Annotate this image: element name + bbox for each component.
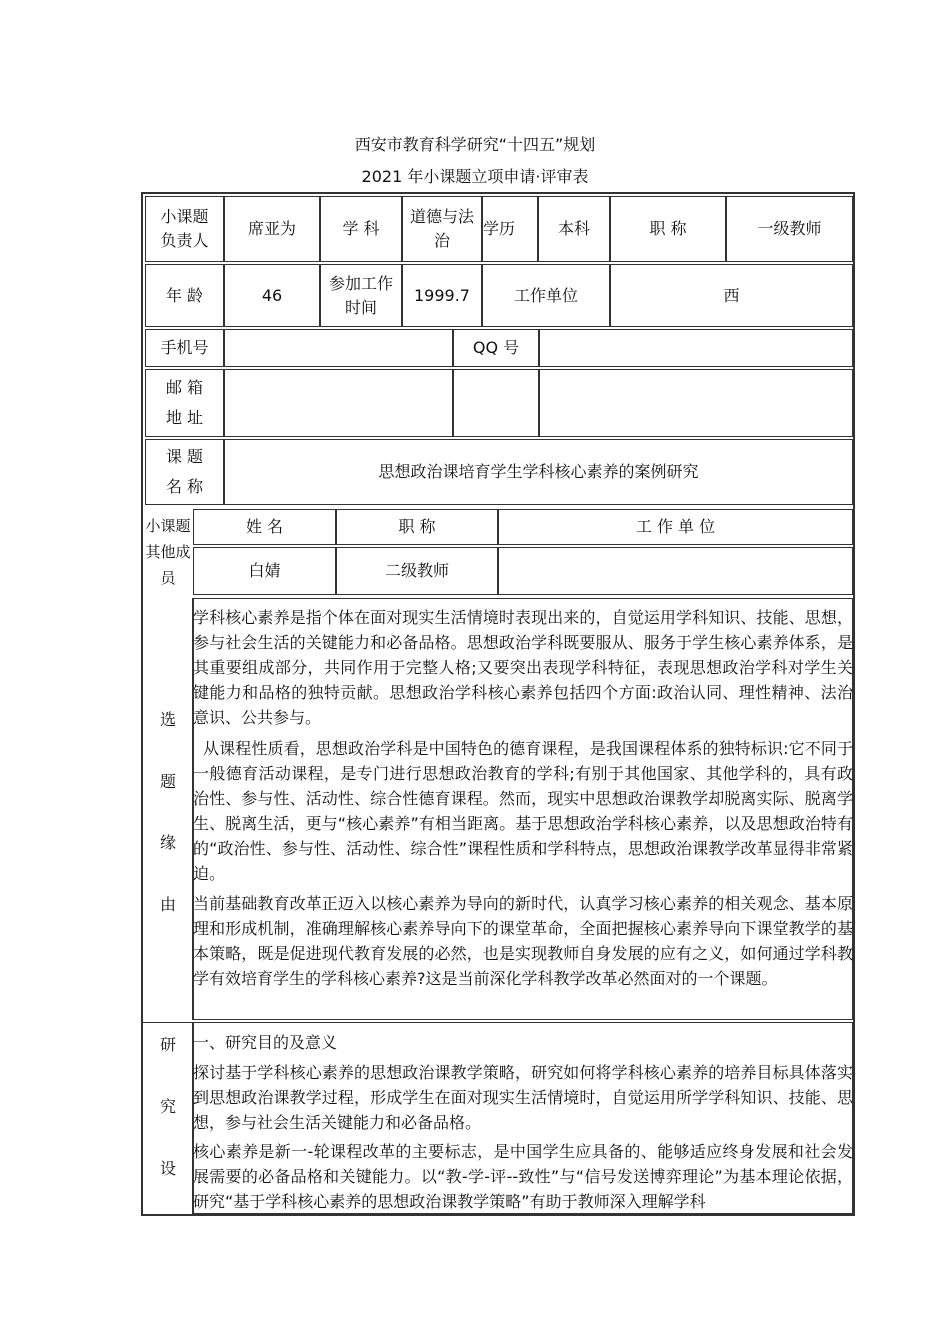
age-value: 46 <box>224 264 320 327</box>
reason-label-char: 由 <box>159 895 176 914</box>
education-label: 学历 <box>482 196 538 262</box>
qq-label: QQ 号 <box>453 329 539 367</box>
mail-extra-cell <box>539 369 853 437</box>
reason-label-char: 选 <box>159 710 176 729</box>
form-title-line2: 2021 年小课题立项申请·评审表 <box>361 167 589 186</box>
title-label: 职 称 <box>610 196 726 262</box>
reason-label-char: 题 <box>159 772 176 791</box>
mail-label: 邮 箱 地 址 <box>145 369 224 437</box>
reason-paragraph: 从课程性质看，思想政治学科是中国特色的德育课程，是我国课程体系的独特标识:它不同于一般德育活动课程，是专门进行思想政治教育的学科;有别于其他国家、其他学科的，具有政治性、参与性、活动性、综合性德育课程。然而，现实中思想政治课教学却脱离实际、脱离学生、脱离生活，更与“核心素养”有相当距离。基于思想政治学科核心素养，以及思想政治特有的“政治性、参与性、活动性、综合性”课程性质和学科特点，思想政治课教学改革显得非常紧迫。 <box>193 739 853 883</box>
leader-label: 小课题 负责人 <box>145 196 224 262</box>
employer-label: 工作单位 <box>482 264 610 327</box>
topic-value: 思想政治课培育学生学科核心素养的案例研究 <box>224 439 853 505</box>
design-paragraph: 核心素养是新一-轮课程改革的主要标志，是中国学生应具备的、能够适应终身发展和社会发展需要的必备品格和关键能力。以“教-学-评--致性”与“信号发送博弈理论”为基本理论依据，研究“基于学科核心素养的思想政治课教学策略”有助于教师深入理解学科 <box>193 1142 853 1211</box>
phone-value <box>224 329 453 367</box>
age-label: 年 龄 <box>145 264 224 327</box>
reason-paragraph: 当前基础教育改革正迈入以核心素养为导向的新时代，认真学习核心素养的相关观念、基本原理和形成机制，准确理解核心素养导向下的课堂革命，全面把握核心素养导向下课堂教学的基本策略，既是促进现代教育发展的必然，也是实现教师自身发展的应有之义，如何通过学科教学有效培育学生的学科核心素养?这是当前深化学科教学改革必然面对的一个课题。 <box>193 894 853 988</box>
qq-value <box>539 329 853 367</box>
title-value: 一级教师 <box>726 196 853 262</box>
subject-value: 道德与法 治 <box>402 196 482 262</box>
mail-spacer-cell <box>453 369 539 437</box>
member-name: 白婧 <box>193 547 336 595</box>
work-start-value: 1999.7 <box>402 264 482 327</box>
member-unit <box>498 547 853 595</box>
form-title-line1: 西安市教育科学研究“十四五”规划 <box>354 135 596 154</box>
reason-label-char: 缘 <box>159 833 176 852</box>
work-start-label: 参加工作 时间 <box>320 264 402 327</box>
members-label: 小课题 其他成 员 <box>145 517 191 587</box>
design-label-char: 设 <box>159 1159 176 1178</box>
phone-label: 手机号 <box>145 329 224 367</box>
members-header-title: 职 称 <box>336 509 498 545</box>
members-header-unit: 工 作 单 位 <box>498 509 853 545</box>
design-label-char: 研 <box>159 1035 176 1054</box>
members-header-name: 姓 名 <box>193 509 336 545</box>
member-title: 二级教师 <box>336 547 498 595</box>
mail-value-cell <box>224 369 453 437</box>
reason-paragraph: 学科核心素养是指个体在面对现实生活情境时表现出来的，自觉运用学科知识、技能、思想，参与社会生活的关键能力和必备品格。思想政治学科既要服从、服务于学生核心素养体系，是其重要组成部分，共同作用于完整人格;又要突出表现学科特征，表现思想政治学科对学生关键能力和品格的独特贡献。思想政治学科核心素养包括四个方面:政治认同、理性精神、法治意识、公共参与。 <box>193 608 853 727</box>
employer-value: 西 <box>610 264 853 327</box>
design-paragraph: 探讨基于学科核心素养的思想政治课教学策略，研究如何将学科核心素养的培养目标具体落实到思想政治课教学过程，形成学生在面对现实生活情境时，自觉运用所学学科知识、技能、思想，参与社会生活关键能力和必备品格。 <box>193 1063 853 1132</box>
subject-label: 学 科 <box>320 196 402 262</box>
education-value: 本科 <box>538 196 610 262</box>
topic-label: 课 题 名 称 <box>145 439 224 505</box>
reason-label-cell <box>143 598 193 1020</box>
design-heading: 一、研究目的及意义 <box>193 1033 338 1052</box>
leader-name: 席亚为 <box>224 196 320 262</box>
design-label-char: 究 <box>159 1097 176 1116</box>
